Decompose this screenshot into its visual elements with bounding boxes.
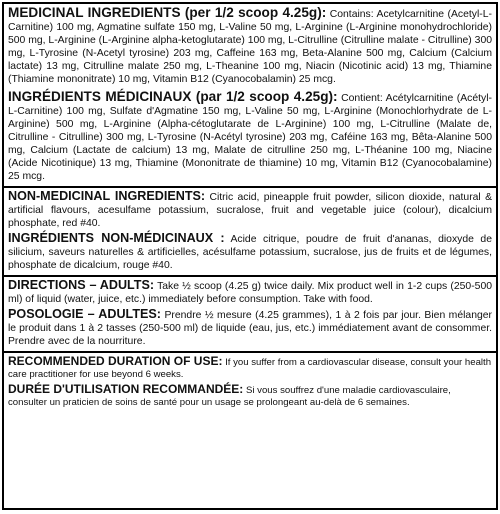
non-medicinal-ingredients-en <box>8 190 492 230</box>
supplement-facts-label <box>2 2 498 510</box>
non-medicinal-ingredients-text: Citric acid, pineapple fruit powder, silicon dioxide, natural & artificial flavours, acesulfame potassium, sucralose, fruit and vegetable juice (colour), dicalcium phosphate, red #40. <box>8 192 493 229</box>
non-medicinal-ingredients-heading: NON-MEDICINAL INGREDIENTS: <box>8 189 206 203</box>
directions-fr <box>8 308 492 348</box>
directions-en <box>8 279 492 306</box>
directions-section <box>4 275 496 351</box>
recommended-duration-en <box>8 355 492 381</box>
directions-text: Take ½ scoop (4.25 g) twice daily. Mix product well in 1-2 cups (250-500 ml) of liquid (water, juice, etc.) immediately before consumption. Take with food. <box>8 281 493 305</box>
recommended-duration-fr <box>8 383 492 409</box>
recommended-duration-heading-fr: DURÉE D'UTILISATION RECOMMANDÉE: <box>8 382 244 396</box>
medicinal-ingredients-heading: MEDICINAL INGREDIENTS (per 1/2 scoop 4.25g): <box>8 5 327 20</box>
medicinal-ingredients-section <box>4 4 496 186</box>
directions-heading-fr: POSOLOGIE – ADULTES: <box>8 307 162 321</box>
recommended-duration-heading: RECOMMENDED DURATION OF USE: <box>8 354 223 368</box>
medicinal-ingredients-text: Contains: Acetylcarnitine (Acetyl-L-Carnitine) 100 mg, Agmatine sulfate 150 mg, L-Valine 50 mg, L-Arginine (L-Arginine monohydrochloride) 500 mg, L-Arginine (L-Arginine alpha-ketoglutarate) 100 mg, L-Citrulline (Citrulline malate - Citrulline) 300 mg, L-Tyrosine (N-Acetyl tyrosine) 203 mg, Caffeine 163 mg, Beta-Alanine 500 mg, Calcium (Calcium lactate) 13 mg, Citrulline malate 250 mg, L-Theanine 100 mg, Niacin (Nicotinic acid) 13 mg, Thiamine (Thiamine mononitrate) 10 mg, Vitamin B12 (Cyanocobalamin) 25 mcg. <box>8 9 492 85</box>
medicinal-ingredients-fr <box>8 90 492 183</box>
non-medicinal-ingredients-fr <box>8 232 492 272</box>
recommended-duration-text: If you suffer from a cardiovascular disease, consult your health care practitioner for use beyond 6 weeks. <box>8 357 492 380</box>
recommended-duration-section <box>4 351 496 412</box>
directions-heading: DIRECTIONS – ADULTS: <box>8 278 155 292</box>
non-medicinal-ingredients-text-fr: Acide citrique, poudre de fruit d'ananas, dioxyde de silicium, saveurs naturelles & artificielles, acésulfame potassium, sucralose, jus de fruits et de légumes, phosphate de dicalcium, rouge #40. <box>8 234 492 271</box>
medicinal-ingredients-heading-fr: INGRÉDIENTS MÉDICINAUX (par 1/2 scoop 4.25g): <box>8 89 338 104</box>
non-medicinal-ingredients-section <box>4 186 496 275</box>
directions-text-fr: Prendre ½ mesure (4.25 grammes), 1 à 2 fois par jour. Bien mélanger le produit dans 1 à 2 tasses (250-500 ml) de liquide (eau, jus, etc.) immédiatement avant de consommer. Prendre avec de la nourriture. <box>8 310 493 347</box>
medicinal-ingredients-text-fr: Contient: Acétylcarnitine (Acétyl-L-Carnitine) 100 mg, Sulfate d'Agmatine 150 mg, L-Valine 50 mg, L-Arginine (Monochlorhydrate de L-Arginine) 500 mg, L-Arginine (Alpha-cétoglutarate de L-Arginine) 100 mg, L-Citrulline (Malate de, Citrulline - Citrulline) 300 mg, L-Tyrosine (N-Acétyl tyrosine) 203 mg, Caféine 163 mg, Bêta-Alanine 500 mg, Calcium (Lactate de calcium) 13 mg, Malate de citrulline 250 mg, L-Théanine 100 mg, Niacine (Acide Nicotinique) 13 mg, Thiamine (Mononitrate de thiamine) 10 mg, Vitamin B12 (Cyanocobalamine) 25 mcg. <box>8 93 492 182</box>
recommended-duration-text-fr: Si vous souffrez d'une maladie cardiovasculaire, consulter un praticien de soins de santé pour un usage se prolongeant au-delà de 6 semaines. <box>8 385 451 408</box>
non-medicinal-ingredients-heading-fr: INGRÉDIENTS NON-MÉDICINAUX : <box>8 231 225 245</box>
medicinal-ingredients-en <box>8 6 492 86</box>
